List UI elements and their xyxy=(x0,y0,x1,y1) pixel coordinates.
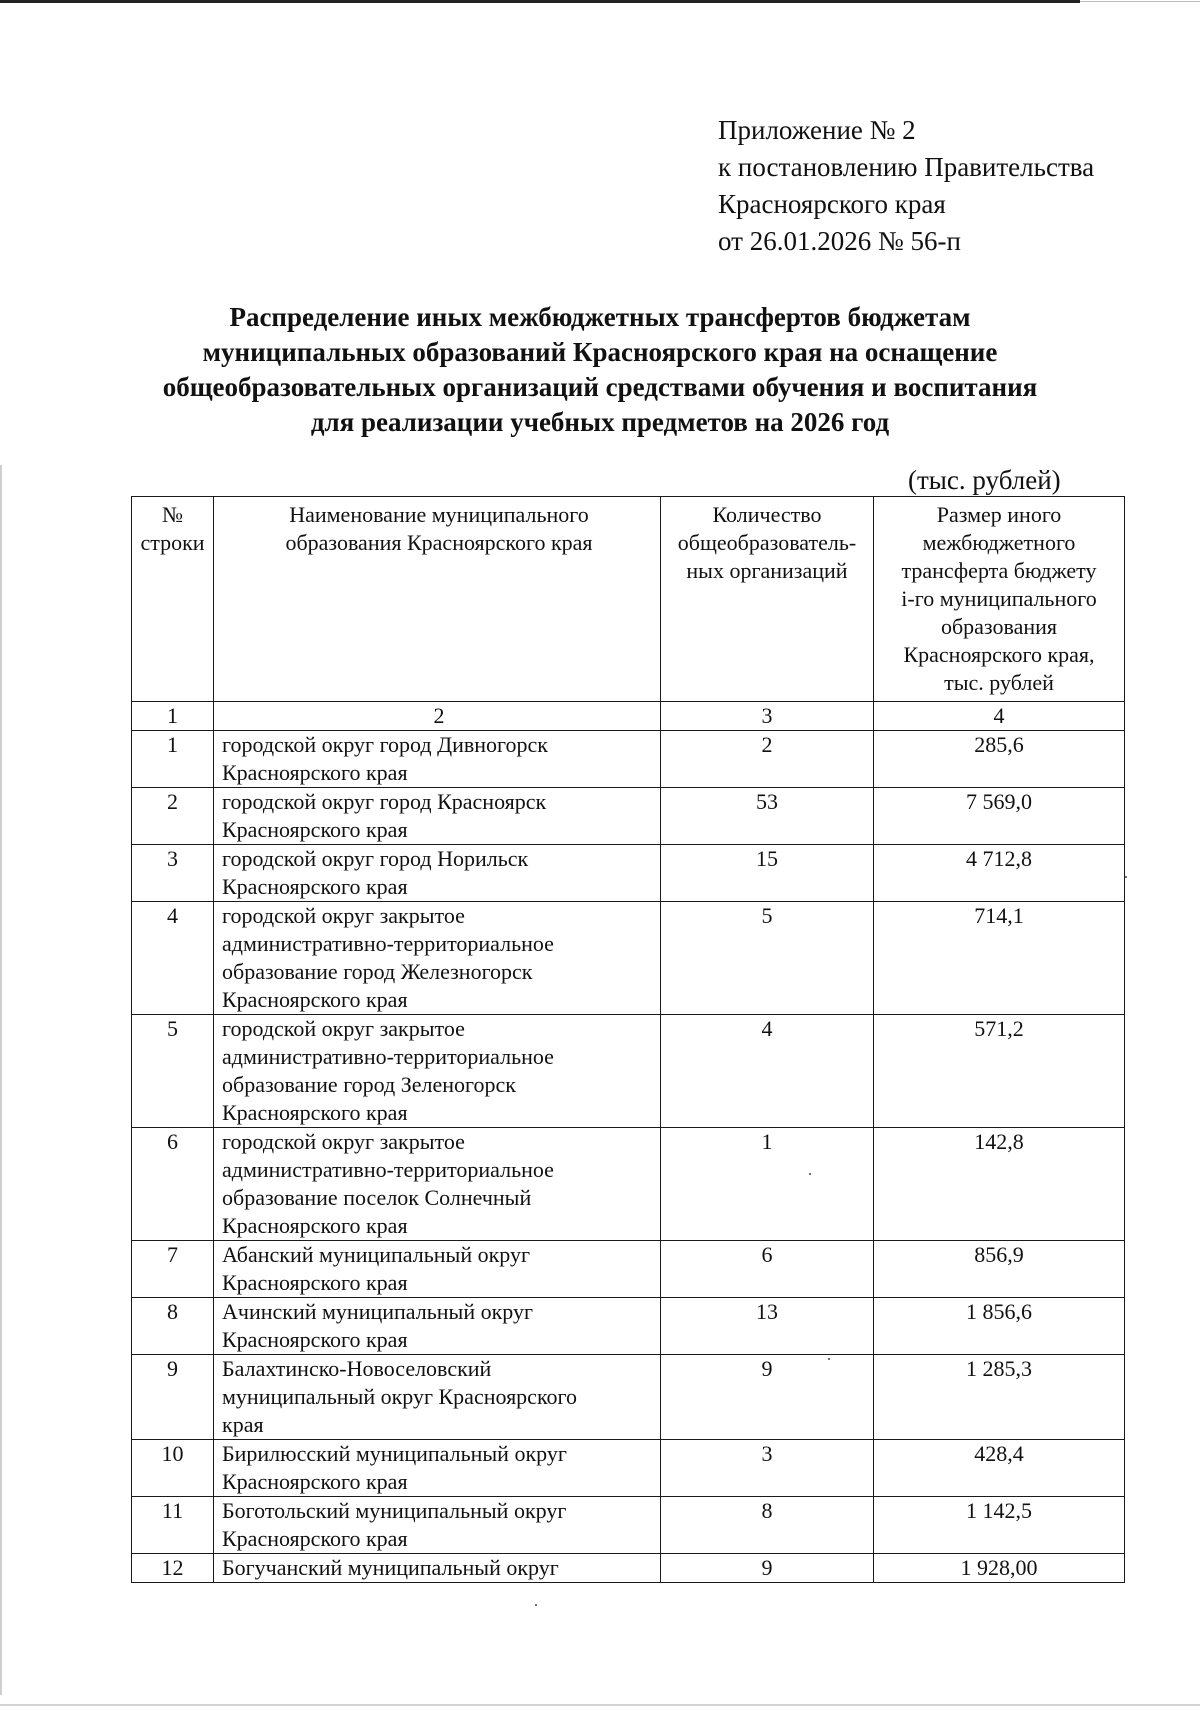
municipality-name-line: административно-территориальное xyxy=(222,931,554,956)
municipality-name-line: края xyxy=(222,1412,264,1437)
scan-speck xyxy=(1125,876,1127,878)
transfer-amount xyxy=(874,1355,1125,1440)
table-row xyxy=(132,731,1125,788)
document-title xyxy=(120,300,1080,440)
title-line: для реализации учебных предметов на 2026 год xyxy=(310,407,890,437)
row-number-line: 11 xyxy=(161,1498,184,1523)
org-count-line: 4 xyxy=(761,1016,773,1041)
municipality-name xyxy=(214,1554,661,1583)
org-count xyxy=(661,1015,874,1128)
org-count-line: 2 xyxy=(761,732,773,757)
table-row xyxy=(132,1355,1125,1440)
header-transfer-amount xyxy=(874,497,1125,702)
org-count-line: 13 xyxy=(756,1299,778,1324)
row-number xyxy=(132,1497,214,1554)
row-number xyxy=(132,1355,214,1440)
row-number-line: 7 xyxy=(167,1242,178,1267)
row-number xyxy=(132,1015,214,1128)
org-count-line: 6 xyxy=(761,1242,773,1267)
table-row xyxy=(132,1497,1125,1554)
municipality-name-line: городской округ закрытое xyxy=(222,1129,465,1154)
column-number xyxy=(874,702,1125,731)
transfer-amount-line: 4 712,8 xyxy=(966,846,1032,871)
appendix-block xyxy=(718,112,1094,260)
org-count-line: 1 xyxy=(761,1129,773,1154)
transfer-amount-line: 1 142,5 xyxy=(966,1498,1032,1523)
appendix-region: Красноярского края xyxy=(718,189,946,219)
org-count xyxy=(661,731,874,788)
column-number xyxy=(214,702,661,731)
municipality-name xyxy=(214,1355,661,1440)
municipality-name-line: муниципальный округ Красноярского xyxy=(222,1384,577,1409)
transfer-amount xyxy=(874,845,1125,902)
municipality-name-line: Богучанский муниципальный округ xyxy=(222,1555,559,1580)
header-row-number-line: № xyxy=(162,502,183,527)
transfer-amount-line: 714,1 xyxy=(974,903,1024,928)
municipality-name-line: городской округ город Красноярск xyxy=(222,789,547,814)
org-count xyxy=(661,788,874,845)
org-count xyxy=(661,1241,874,1298)
header-municipality xyxy=(214,497,661,702)
row-number xyxy=(132,1440,214,1497)
municipality-name xyxy=(214,902,661,1015)
transfer-amount xyxy=(874,1128,1125,1241)
org-count-line: 3 xyxy=(761,1441,773,1466)
header-municipality-line: образования Красноярского края xyxy=(285,530,593,555)
row-number-line: 5 xyxy=(167,1016,178,1041)
transfer-amount xyxy=(874,1241,1125,1298)
org-count xyxy=(661,1497,874,1554)
row-number-line: 1 xyxy=(167,732,178,757)
municipality-name-line: образование город Зеленогорск xyxy=(222,1072,516,1097)
row-number xyxy=(132,1241,214,1298)
title-line: Распределение иных межбюджетных трансфертов бюджетам xyxy=(229,302,971,332)
municipality-name-line: Красноярского края xyxy=(222,874,408,899)
header-org-count xyxy=(661,497,874,702)
column-number-row xyxy=(132,702,1125,731)
transfer-amount-line: 571,2 xyxy=(974,1016,1024,1041)
column-number-line: 3 xyxy=(761,703,773,728)
org-count-line: 15 xyxy=(756,846,778,871)
municipality-name-line: Ачинский муниципальный округ xyxy=(222,1299,534,1324)
header-transfer-amount-line: образования xyxy=(940,614,1058,639)
municipality-name-line: Абанский муниципальный округ xyxy=(222,1242,531,1267)
municipality-name xyxy=(214,1015,661,1128)
header-transfer-amount-line: трансферта бюджету xyxy=(901,558,1097,583)
row-number-line: 10 xyxy=(161,1441,184,1466)
header-org-count-line: общеобразователь- xyxy=(677,530,857,555)
header-org-count-line: ных организаций xyxy=(686,558,848,583)
table-header-row xyxy=(132,497,1125,702)
org-count xyxy=(661,1440,874,1497)
org-count-line: 9 xyxy=(761,1356,773,1381)
municipality-name-line: административно-территориальное xyxy=(222,1044,554,1069)
municipality-name-line: Красноярского края xyxy=(222,1327,408,1352)
org-count-line: 9 xyxy=(761,1555,773,1580)
header-org-count-line: Количество xyxy=(712,502,822,527)
row-number-line: 6 xyxy=(167,1129,178,1154)
municipality-name-line: городской округ закрытое xyxy=(222,1016,465,1041)
row-number-line: 2 xyxy=(167,789,178,814)
row-number-line: 9 xyxy=(167,1356,178,1381)
municipality-name xyxy=(214,1497,661,1554)
table-row xyxy=(132,1128,1125,1241)
column-number xyxy=(661,702,874,731)
transfer-amount-line: 7 569,0 xyxy=(966,789,1032,814)
row-number xyxy=(132,902,214,1015)
table-row xyxy=(132,1554,1125,1583)
municipality-name-line: городской округ город Дивногорск xyxy=(222,732,548,757)
municipality-name-line: Красноярского края xyxy=(222,817,408,842)
org-count xyxy=(661,845,874,902)
transfer-amount-line: 142,8 xyxy=(974,1129,1024,1154)
title-line: муниципальных образований Красноярского края на оснащение xyxy=(202,337,998,367)
header-row-number xyxy=(132,497,214,702)
row-number xyxy=(132,845,214,902)
org-count xyxy=(661,1355,874,1440)
transfer-amount-line: 1 856,6 xyxy=(966,1299,1032,1324)
transfer-amount xyxy=(874,788,1125,845)
column-number-line: 4 xyxy=(993,703,1005,728)
row-number-line: 4 xyxy=(167,903,178,928)
row-number-line: 12 xyxy=(161,1555,184,1580)
scan-bottom-edge xyxy=(0,1704,1200,1706)
municipality-name xyxy=(214,788,661,845)
transfer-amount xyxy=(874,1554,1125,1583)
transfer-amount xyxy=(874,902,1125,1015)
table-row xyxy=(132,1298,1125,1355)
header-row-number-line: строки xyxy=(140,530,205,555)
municipality-name-line: городской округ закрытое xyxy=(222,903,465,928)
org-count xyxy=(661,1128,874,1241)
table-row xyxy=(132,1440,1125,1497)
appendix-number: Приложение № 2 xyxy=(718,115,916,145)
scan-speck xyxy=(535,1604,537,1606)
row-number xyxy=(132,788,214,845)
municipality-name-line: Красноярского края xyxy=(222,1213,408,1238)
org-count xyxy=(661,1298,874,1355)
transfer-amount-line: 1 285,3 xyxy=(966,1356,1032,1381)
org-count-line: 8 xyxy=(761,1498,773,1523)
scan-top-edge-faint xyxy=(1080,1,1200,2)
table-row xyxy=(132,1015,1125,1128)
transfer-amount xyxy=(874,1440,1125,1497)
row-number xyxy=(132,1554,214,1583)
header-municipality-line: Наименование муниципального xyxy=(289,502,589,527)
municipality-name xyxy=(214,1298,661,1355)
municipality-name-line: административно-территориальное xyxy=(222,1157,554,1182)
municipality-name-line: городской округ город Норильск xyxy=(222,846,529,871)
header-transfer-amount-line: Красноярского края, xyxy=(903,642,1095,667)
column-number-line: 1 xyxy=(167,703,178,728)
row-number-line: 3 xyxy=(167,846,178,871)
appendix-date: от 26.01.2026 № 56-п xyxy=(718,226,961,256)
row-number-line: 8 xyxy=(167,1299,178,1324)
header-transfer-amount-line: Размер иного xyxy=(936,502,1062,527)
table-row xyxy=(132,788,1125,845)
transfer-amount xyxy=(874,731,1125,788)
municipality-name-line: Красноярского края xyxy=(222,987,408,1012)
distribution-table xyxy=(131,496,1125,1583)
municipality-name-line: Боготольский муниципальный округ xyxy=(222,1498,567,1523)
org-count-line: 53 xyxy=(756,789,778,814)
header-transfer-amount-line: межбюджетного xyxy=(922,530,1076,555)
transfer-amount xyxy=(874,1497,1125,1554)
scan-top-edge xyxy=(0,0,1080,3)
municipality-name-line: Балахтинско-Новоселовский xyxy=(222,1356,492,1381)
table-row xyxy=(132,1241,1125,1298)
org-count-line: 5 xyxy=(761,903,773,928)
municipality-name-line: Красноярского края xyxy=(222,760,408,785)
table-row xyxy=(132,902,1125,1015)
org-count xyxy=(661,902,874,1015)
transfer-amount-line: 1 928,00 xyxy=(960,1555,1038,1580)
transfer-amount-line: 856,9 xyxy=(974,1242,1024,1267)
title-line: общеобразовательных организаций средствами обучения и воспитания xyxy=(162,372,1038,402)
municipality-name-line: Красноярского края xyxy=(222,1469,408,1494)
column-number-line: 2 xyxy=(433,703,445,728)
municipality-name xyxy=(214,731,661,788)
org-count xyxy=(661,1554,874,1583)
municipality-name-line: образование город Железногорск xyxy=(222,959,533,984)
row-number xyxy=(132,1298,214,1355)
municipality-name-line: Красноярского края xyxy=(222,1100,408,1125)
municipality-name-line: Красноярского края xyxy=(222,1526,408,1551)
appendix-reference: к постановлению Правительства xyxy=(718,152,1095,182)
transfer-amount xyxy=(874,1298,1125,1355)
table-body xyxy=(132,497,1125,1583)
scan-left-edge xyxy=(0,465,2,1695)
municipality-name xyxy=(214,845,661,902)
municipality-name-line: Красноярского края xyxy=(222,1270,408,1295)
column-number xyxy=(132,702,214,731)
units-label: (тыс. рублей) xyxy=(908,465,1061,495)
transfer-amount-line: 285,6 xyxy=(974,732,1024,757)
transfer-amount xyxy=(874,1015,1125,1128)
municipality-name xyxy=(214,1440,661,1497)
municipality-name-line: образование поселок Солнечный xyxy=(222,1185,532,1210)
municipality-name xyxy=(214,1241,661,1298)
row-number xyxy=(132,731,214,788)
header-transfer-amount-line: i-го муниципального xyxy=(901,586,1097,611)
header-transfer-amount-line: тыс. рублей xyxy=(944,670,1054,695)
transfer-amount-line: 428,4 xyxy=(974,1441,1024,1466)
table-row xyxy=(132,845,1125,902)
municipality-name-line: Бирилюсский муниципальный округ xyxy=(222,1441,567,1466)
municipality-name xyxy=(214,1128,661,1241)
row-number xyxy=(132,1128,214,1241)
